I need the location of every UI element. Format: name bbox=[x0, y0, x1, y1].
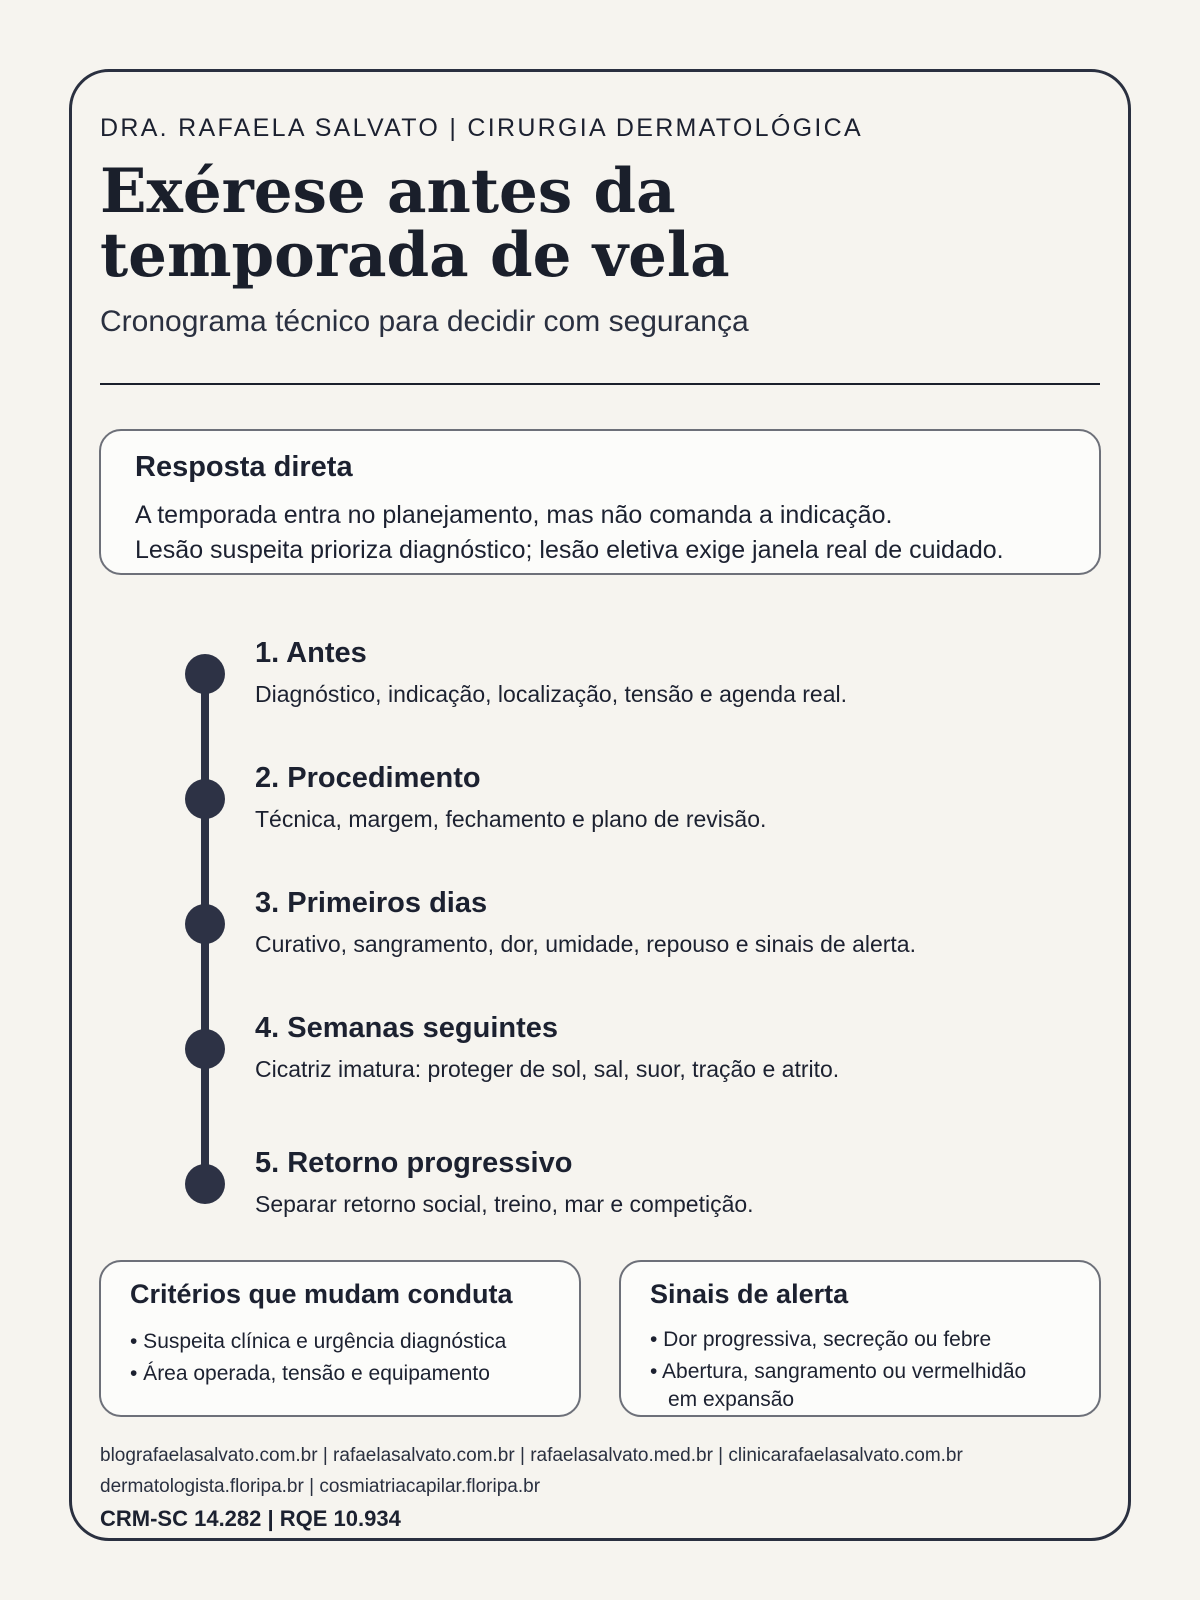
timeline-step-desc: Diagnóstico, indicação, localização, tensão e agenda real. bbox=[255, 681, 847, 707]
direct-answer-line-2: Lesão suspeita prioriza diagnóstico; lesão eletiva exige janela real de cuidado. bbox=[135, 536, 1004, 564]
direct-answer-heading: Resposta direta bbox=[135, 451, 353, 483]
timeline-step-title: 5. Retorno progressivo bbox=[255, 1147, 573, 1179]
alert-signs-item-continuation: em expansão bbox=[668, 1388, 795, 1411]
footer-websites-2: dermatologista.floripa.br | cosmiatriacapilar.floripa.br bbox=[100, 1476, 541, 1497]
timeline-step-title: 4. Semanas seguintes bbox=[255, 1012, 559, 1044]
criteria-item: • Suspeita clínica e urgência diagnóstica bbox=[130, 1330, 507, 1353]
title-line-1: Exérese antes da bbox=[100, 156, 676, 227]
timeline-dot bbox=[185, 904, 225, 944]
timeline-dot bbox=[185, 1029, 225, 1069]
title-line-2: temporada de vela bbox=[100, 220, 730, 291]
timeline-step-desc: Curativo, sangramento, dor, umidade, repouso e sinais de alerta. bbox=[255, 931, 916, 957]
alert-signs-item: • Dor progressiva, secreção ou febre bbox=[650, 1328, 992, 1351]
page-subtitle: Cronograma técnico para decidir com segurança bbox=[100, 305, 749, 338]
timeline-step-title: 3. Primeiros dias bbox=[255, 887, 488, 919]
timeline-step-title: 2. Procedimento bbox=[255, 762, 481, 794]
timeline-step-title: 1. Antes bbox=[255, 637, 367, 669]
criteria-item: • Área operada, tensão e equipamento bbox=[130, 1362, 490, 1385]
page-title bbox=[100, 156, 900, 291]
alert-signs-title: Sinais de alerta bbox=[650, 1279, 849, 1309]
header-divider bbox=[100, 383, 1100, 385]
timeline-dot bbox=[185, 654, 225, 694]
direct-answer-line-1: A temporada entra no planejamento, mas não comanda a indicação. bbox=[135, 501, 893, 529]
timeline-dot bbox=[185, 779, 225, 819]
timeline-step-desc: Cicatriz imatura: proteger de sol, sal, suor, tração e atrito. bbox=[255, 1056, 840, 1082]
timeline-step-desc: Separar retorno social, treino, mar e competição. bbox=[255, 1191, 754, 1217]
crm-registration: CRM-SC 14.282 | RQE 10.934 bbox=[100, 1506, 401, 1531]
timeline-step-desc: Técnica, margem, fechamento e plano de revisão. bbox=[255, 806, 767, 832]
criteria-title: Critérios que mudam conduta bbox=[130, 1279, 513, 1309]
author-kicker: DRA. RAFAELA SALVATO | CIRURGIA DERMATOLÓGICA bbox=[100, 114, 863, 142]
alert-signs-item: • Abertura, sangramento ou vermelhidão bbox=[650, 1360, 1027, 1383]
timeline-dot bbox=[185, 1164, 225, 1204]
footer-websites: blografaelasalvato.com.br | rafaelasalvato.com.br | rafaelasalvato.med.br | clinicarafaelasalvato.com.br bbox=[100, 1445, 963, 1466]
